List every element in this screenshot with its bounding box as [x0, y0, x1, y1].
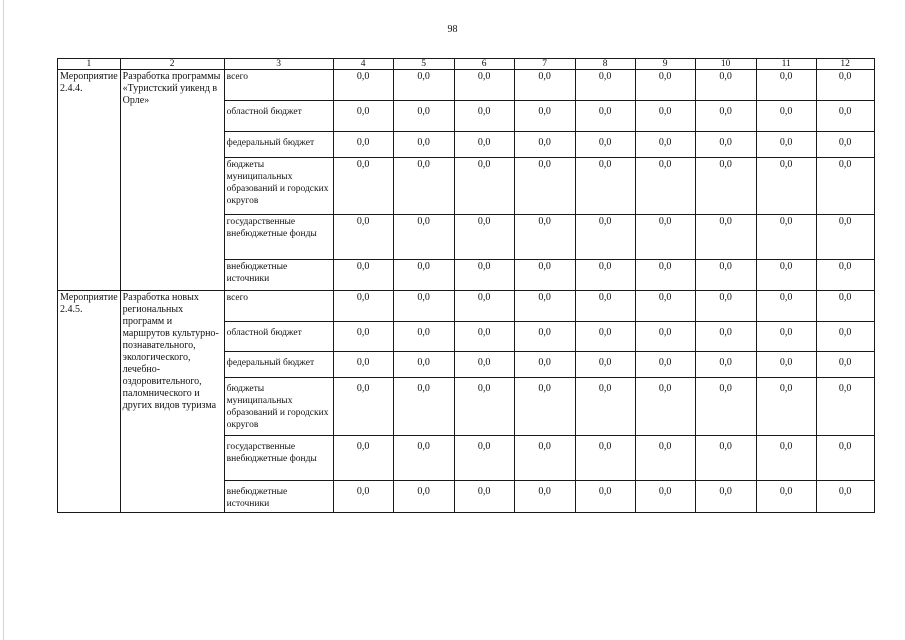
column-header: 8 [575, 59, 635, 70]
value-cell: 0,0 [695, 291, 756, 322]
value-cell: 0,0 [695, 101, 756, 132]
funding-source-cell: бюджеты муниципальных образований и городских округов [224, 158, 333, 215]
value-cell: 0,0 [333, 291, 393, 322]
value-cell: 0,0 [695, 436, 756, 481]
value-cell: 0,0 [454, 291, 514, 322]
value-cell: 0,0 [635, 352, 695, 378]
value-cell: 0,0 [454, 215, 514, 260]
value-cell: 0,0 [695, 132, 756, 158]
value-cell: 0,0 [575, 436, 635, 481]
value-cell: 0,0 [393, 260, 454, 291]
value-cell: 0,0 [393, 158, 454, 215]
value-cell: 0,0 [635, 132, 695, 158]
column-header: 4 [333, 59, 393, 70]
value-cell: 0,0 [816, 291, 874, 322]
column-header: 7 [514, 59, 575, 70]
value-cell: 0,0 [514, 322, 575, 352]
funding-source-cell: государственные внебюджетные фонды [224, 215, 333, 260]
value-cell: 0,0 [695, 70, 756, 101]
value-cell: 0,0 [816, 132, 874, 158]
value-cell: 0,0 [575, 322, 635, 352]
value-cell: 0,0 [333, 260, 393, 291]
value-cell: 0,0 [393, 436, 454, 481]
value-cell: 0,0 [575, 260, 635, 291]
funding-source-cell: областной бюджет [224, 101, 333, 132]
value-cell: 0,0 [454, 132, 514, 158]
value-cell: 0,0 [575, 378, 635, 436]
value-cell: 0,0 [514, 378, 575, 436]
value-cell: 0,0 [514, 132, 575, 158]
funding-source-cell: внебюджетные источники [224, 260, 333, 291]
value-cell: 0,0 [816, 70, 874, 101]
value-cell: 0,0 [333, 352, 393, 378]
value-cell: 0,0 [816, 158, 874, 215]
budget-table [57, 58, 875, 513]
value-cell: 0,0 [514, 215, 575, 260]
value-cell: 0,0 [393, 101, 454, 132]
value-cell: 0,0 [575, 101, 635, 132]
value-cell: 0,0 [333, 378, 393, 436]
value-cell: 0,0 [393, 322, 454, 352]
value-cell: 0,0 [454, 158, 514, 215]
funding-source-cell: бюджеты муниципальных образований и городских округов [224, 378, 333, 436]
value-cell: 0,0 [635, 481, 695, 513]
value-cell: 0,0 [756, 158, 816, 215]
value-cell: 0,0 [514, 352, 575, 378]
value-cell: 0,0 [393, 70, 454, 101]
value-cell: 0,0 [695, 260, 756, 291]
value-cell: 0,0 [695, 215, 756, 260]
table-body [58, 59, 875, 513]
value-cell: 0,0 [575, 70, 635, 101]
value-cell: 0,0 [514, 70, 575, 101]
activity-title-cell: Разработка программы «Туристский уикенд в Орле» [120, 70, 224, 291]
value-cell: 0,0 [454, 260, 514, 291]
column-header: 11 [756, 59, 816, 70]
funding-source-cell: всего [224, 291, 333, 322]
value-cell: 0,0 [635, 70, 695, 101]
value-cell: 0,0 [454, 70, 514, 101]
column-header: 9 [635, 59, 695, 70]
value-cell: 0,0 [393, 291, 454, 322]
value-cell: 0,0 [333, 436, 393, 481]
value-cell: 0,0 [756, 260, 816, 291]
value-cell: 0,0 [635, 158, 695, 215]
value-cell: 0,0 [816, 436, 874, 481]
value-cell: 0,0 [756, 481, 816, 513]
value-cell: 0,0 [575, 291, 635, 322]
value-cell: 0,0 [454, 481, 514, 513]
value-cell: 0,0 [393, 481, 454, 513]
table-row [58, 70, 875, 101]
funding-source-cell: государственные внебюджетные фонды [224, 436, 333, 481]
value-cell: 0,0 [756, 322, 816, 352]
funding-source-cell: областной бюджет [224, 322, 333, 352]
value-cell: 0,0 [575, 352, 635, 378]
value-cell: 0,0 [333, 481, 393, 513]
value-cell: 0,0 [333, 322, 393, 352]
column-header: 6 [454, 59, 514, 70]
value-cell: 0,0 [393, 378, 454, 436]
value-cell: 0,0 [816, 215, 874, 260]
column-header: 1 [58, 59, 121, 70]
value-cell: 0,0 [393, 352, 454, 378]
scan-edge-line [3, 0, 4, 640]
activity-number-cell: Мероприятие 2.4.5. [58, 291, 121, 513]
table-row [58, 291, 875, 322]
value-cell: 0,0 [575, 481, 635, 513]
activity-number-cell: Мероприятие 2.4.4. [58, 70, 121, 291]
value-cell: 0,0 [635, 260, 695, 291]
value-cell: 0,0 [333, 132, 393, 158]
value-cell: 0,0 [454, 322, 514, 352]
value-cell: 0,0 [575, 215, 635, 260]
value-cell: 0,0 [514, 291, 575, 322]
funding-source-cell: внебюджетные источники [224, 481, 333, 513]
value-cell: 0,0 [635, 101, 695, 132]
value-cell: 0,0 [333, 215, 393, 260]
value-cell: 0,0 [756, 132, 816, 158]
activity-title-cell: Разработка новых региональных программ и маршрутов культурно-познавательного, экологического, лечебно-оздоровительного, паломнического и других видов туризма [120, 291, 224, 513]
value-cell: 0,0 [575, 158, 635, 215]
value-cell: 0,0 [635, 378, 695, 436]
funding-source-cell: федеральный бюджет [224, 352, 333, 378]
value-cell: 0,0 [756, 378, 816, 436]
column-header-row [58, 59, 875, 70]
value-cell: 0,0 [454, 101, 514, 132]
value-cell: 0,0 [695, 481, 756, 513]
value-cell: 0,0 [756, 291, 816, 322]
column-header: 3 [224, 59, 333, 70]
value-cell: 0,0 [695, 158, 756, 215]
value-cell: 0,0 [514, 436, 575, 481]
value-cell: 0,0 [393, 215, 454, 260]
value-cell: 0,0 [695, 378, 756, 436]
value-cell: 0,0 [333, 70, 393, 101]
value-cell: 0,0 [816, 260, 874, 291]
value-cell: 0,0 [575, 132, 635, 158]
value-cell: 0,0 [393, 132, 454, 158]
value-cell: 0,0 [816, 322, 874, 352]
value-cell: 0,0 [756, 101, 816, 132]
value-cell: 0,0 [635, 322, 695, 352]
column-header: 2 [120, 59, 224, 70]
value-cell: 0,0 [333, 101, 393, 132]
value-cell: 0,0 [635, 291, 695, 322]
value-cell: 0,0 [333, 158, 393, 215]
value-cell: 0,0 [756, 352, 816, 378]
value-cell: 0,0 [695, 352, 756, 378]
value-cell: 0,0 [635, 215, 695, 260]
value-cell: 0,0 [454, 378, 514, 436]
value-cell: 0,0 [816, 378, 874, 436]
funding-source-cell: федеральный бюджет [224, 132, 333, 158]
value-cell: 0,0 [514, 260, 575, 291]
column-header: 12 [816, 59, 874, 70]
value-cell: 0,0 [514, 101, 575, 132]
value-cell: 0,0 [454, 352, 514, 378]
funding-source-cell: всего [224, 70, 333, 101]
value-cell: 0,0 [756, 215, 816, 260]
value-cell: 0,0 [454, 436, 514, 481]
value-cell: 0,0 [635, 436, 695, 481]
value-cell: 0,0 [514, 158, 575, 215]
value-cell: 0,0 [816, 352, 874, 378]
value-cell: 0,0 [816, 101, 874, 132]
column-header: 10 [695, 59, 756, 70]
value-cell: 0,0 [695, 322, 756, 352]
value-cell: 0,0 [816, 481, 874, 513]
page-number: 98 [447, 24, 458, 35]
column-header: 5 [393, 59, 454, 70]
value-cell: 0,0 [514, 481, 575, 513]
value-cell: 0,0 [756, 436, 816, 481]
value-cell: 0,0 [756, 70, 816, 101]
